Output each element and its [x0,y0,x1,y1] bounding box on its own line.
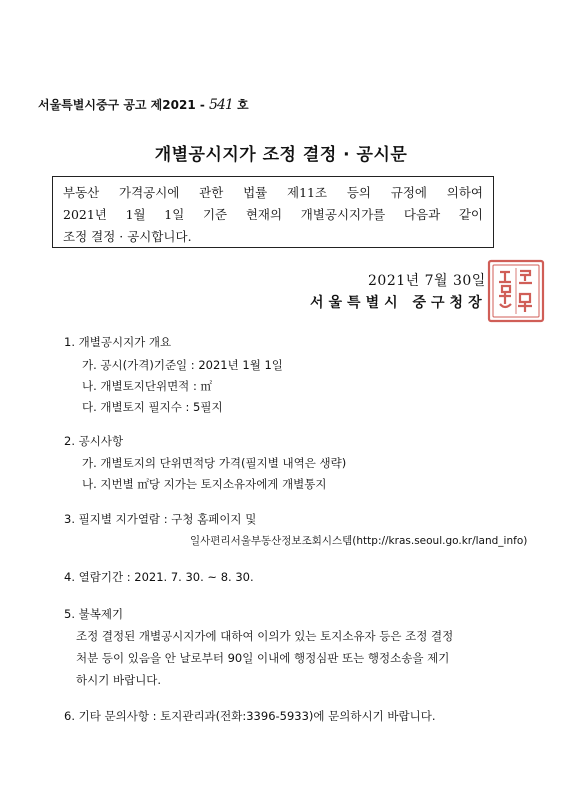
preamble-box [52,176,494,248]
section-6-title: 6. 기타 문의사항 : 토지관리과(전화:3396-5933)에 문의하시기 바랍니다. [64,709,436,723]
issuer-name: 서울특별시 중구청장 [310,295,487,311]
section-5-line-2: 처분 등이 있음을 안 날로부터 90일 이내에 행정심판 또는 행정소송을 제기 [76,651,450,665]
section-1-item-c: 다. 개별토지 필지수 : 5필지 [82,400,223,414]
section-3-title: 3. 필지별 지가열람 : 구청 홈페이지 및 [64,512,257,526]
notice-number [38,96,249,113]
section-1-item-a: 가. 공시(가격)기준일 : 2021년 1월 1일 [82,358,283,372]
section-2-item-a: 가. 개별토지의 단위면적당 가격(필지별 내역은 생략) [82,456,347,470]
section-4-title: 4. 열람기간 : 2021. 7. 30. ~ 8. 30. [64,570,254,584]
preamble-line-3: 조정 결정 · 공시합니다. [63,229,192,244]
notice-number-prefix: 서울특별시중구 공고 제2021 - [38,98,205,112]
section-2-title: 2. 공시사항 [64,434,124,448]
preamble-line-2: 2021년 1월 1일 기준 현재의 개별공시지가를 다음과 같이 [63,207,483,222]
notice-number-suffix: 호 [236,98,249,112]
section-5-line-1: 조정 결정된 개별공시지가에 대하여 이의가 있는 토지소유자 등은 조정 결정 [76,629,454,643]
section-2-item-b: 나. 지번별 ㎡당 지가는 토지소유자에게 개별통지 [82,477,327,491]
section-1-title: 1. 개별공시지가 개요 [64,335,172,349]
section-5-line-3: 하시기 바랍니다. [76,673,162,687]
preamble-line-1: 부동산 가격공시에 관한 법률 제11조 등의 규정에 의하여 [63,185,483,200]
section-1-item-b: 나. 개별토지단위면적 : ㎡ [82,379,212,393]
announcement-date: 2021년 7월 30일 [368,273,486,289]
official-seal-icon [486,258,546,324]
document-title: 개별공시지가 조정 결정 · 공시문 [154,145,408,165]
handwritten-number: 541 [209,97,233,113]
section-5-title: 5. 불복제기 [64,607,124,621]
section-3-detail: 일사편리서울부동산정보조회시스템(http://kras.seoul.go.kr/land_info) [190,535,528,547]
